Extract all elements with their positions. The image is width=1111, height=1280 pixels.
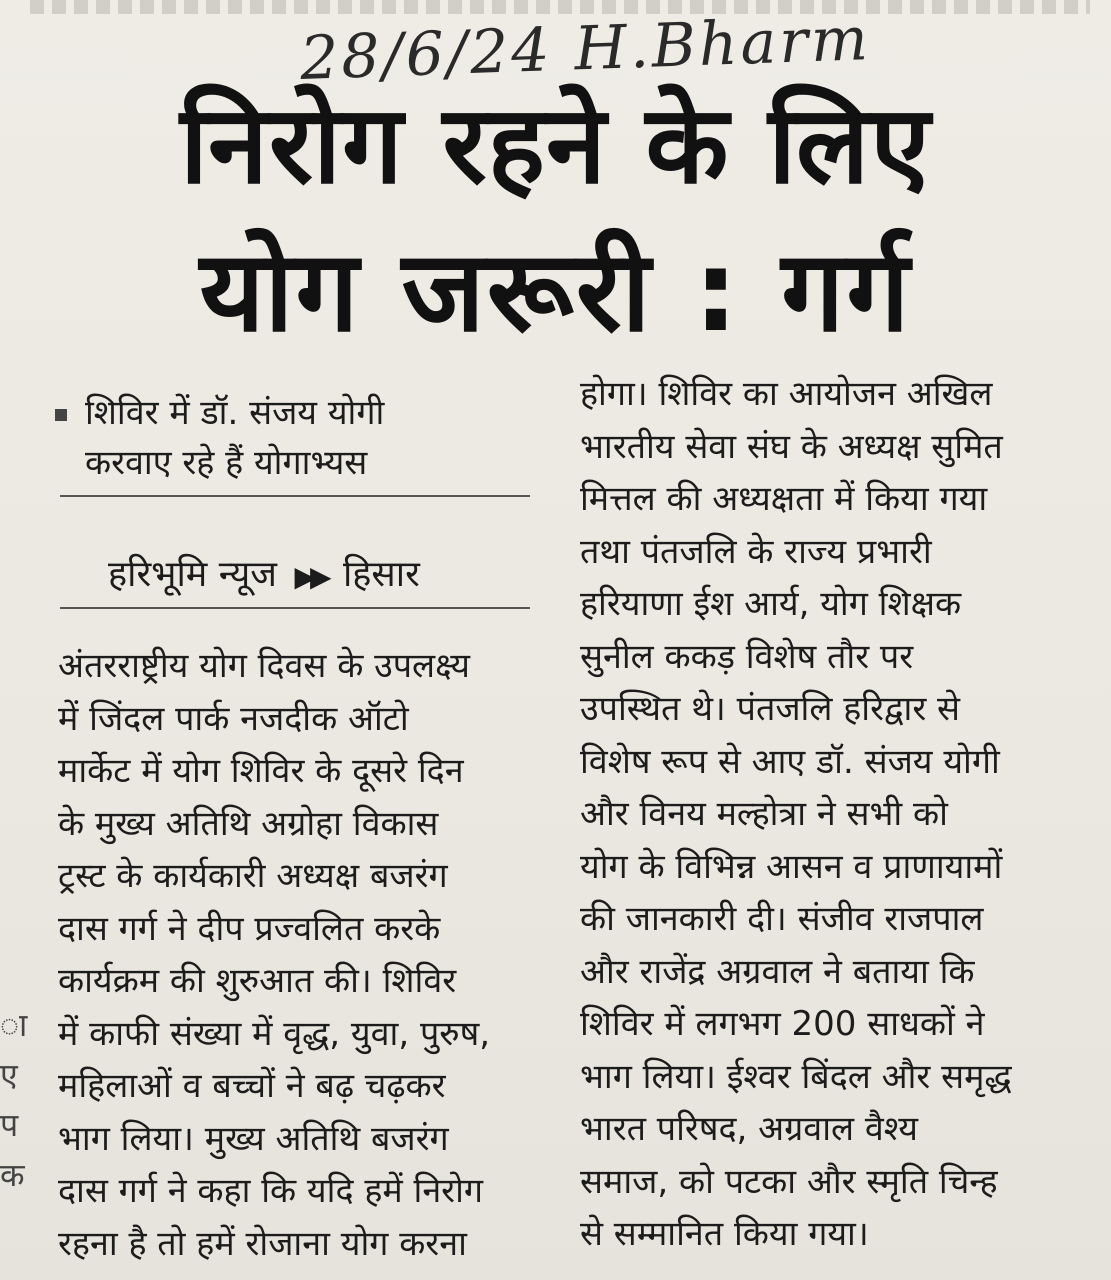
article-line: हरियाणा ईश आर्य, योग शिक्षक — [580, 584, 962, 624]
article-line: अंतरराष्ट्रीय योग दिवस के उपलक्ष्य — [58, 646, 470, 686]
fast-forward-icon: ▶▶ — [294, 560, 326, 593]
article-line: मित्तल की अध्यक्षता में किया गया — [580, 479, 988, 519]
margin-fragment: क — [0, 1156, 25, 1194]
article-line: शिविर में लगभग 200 साधकों ने — [580, 1004, 985, 1044]
divider-bottom — [60, 607, 530, 609]
margin-fragment: ा — [0, 1006, 28, 1044]
subheadline-bullet-row — [55, 393, 384, 433]
article-line: के मुख्य अतिथि अग्रोहा विकास — [58, 803, 439, 844]
cropped-previous-text — [30, 0, 1090, 14]
article-line: योग के विभिन्न आसन व प्राणायामों — [580, 846, 1003, 887]
article-line: दास गर्ग ने दीप प्रज्वलित करके — [58, 908, 441, 949]
article-column-1 — [58, 640, 538, 1270]
article-line: कार्यक्रम की शुरुआत की। शिविर — [58, 961, 457, 1001]
subheadline-line-2: करवाए रहे हैं योगाभ्यस — [85, 443, 368, 483]
article-line: की जानकारी दी। संजीव राजपाल — [580, 899, 984, 939]
article-line: महिलाओं व बच्चों ने बढ़ चढ़कर — [58, 1066, 446, 1106]
article-column-2 — [580, 368, 1080, 1261]
article-line: में काफी संख्या में वृद्ध, युवा, पुरुष, — [58, 1013, 491, 1054]
article-line: सुनील ककड़ विशेष तौर पर — [580, 636, 914, 677]
article-line: समाज, को पटका और स्मृति चिन्ह — [580, 1161, 998, 1202]
headline-line-2: योग जरूरी : गर्ग — [199, 227, 912, 357]
byline-source: हरिभूमि न्यूज — [108, 554, 277, 595]
article-line: भाग लिया। मुख्य अतिथि बजरंग — [58, 1118, 449, 1159]
article-line: में जिंदल पार्क नजदीक ऑटो — [58, 698, 409, 739]
subheadline — [55, 388, 525, 488]
article-line: दास गर्ग ने कहा कि यदि हमें निरोग — [58, 1171, 484, 1211]
article-line: रहना है तो हमें रोजाना योग करना — [58, 1223, 467, 1264]
headline-line-1: निरोग रहने के लिए — [180, 83, 931, 208]
article-line: उपस्थित थे। पंतजलि हरिद्वार से — [580, 689, 961, 729]
handwritten-date-signature: 28/6/24 H.Bharm — [298, 4, 872, 94]
bullet-square-icon — [55, 409, 67, 421]
margin-fragment: प — [0, 1106, 19, 1144]
article-line: और राजेंद्र अग्रवाल ने बताया कि — [580, 951, 975, 992]
article-line: भारत परिषद, अग्रवाल वैश्य — [580, 1109, 918, 1149]
byline-place: हिसार — [342, 554, 420, 595]
article-line: भाग लिया। ईश्वर बिंदल और समृद्ध — [580, 1056, 1012, 1097]
article-line: विशेष रूप से आए डॉ. संजय योगी — [580, 741, 1000, 782]
subheadline-line-1: शिविर में डॉ. संजय योगी — [85, 393, 385, 433]
article-line: मार्केट में योग शिविर के दूसरे दिन — [58, 751, 464, 791]
divider-top — [60, 495, 530, 497]
article-line: होगा। शिविर का आयोजन अखिल — [580, 374, 993, 414]
article-line: तथा पंतजलि के राज्य प्रभारी — [580, 531, 932, 572]
article-line: ट्रस्ट के कार्यकारी अध्यक्ष बजरंग — [58, 856, 448, 896]
article-line: भारतीय सेवा संघ के अध्यक्ष सुमित — [580, 426, 1003, 467]
margin-fragment: ए — [0, 1056, 18, 1094]
article-line: और विनय मल्होत्रा ने सभी को — [580, 794, 948, 834]
margin-fragments — [0, 1000, 27, 1200]
byline — [108, 548, 420, 597]
article-line: से सम्मानित किया गया। — [580, 1214, 869, 1254]
